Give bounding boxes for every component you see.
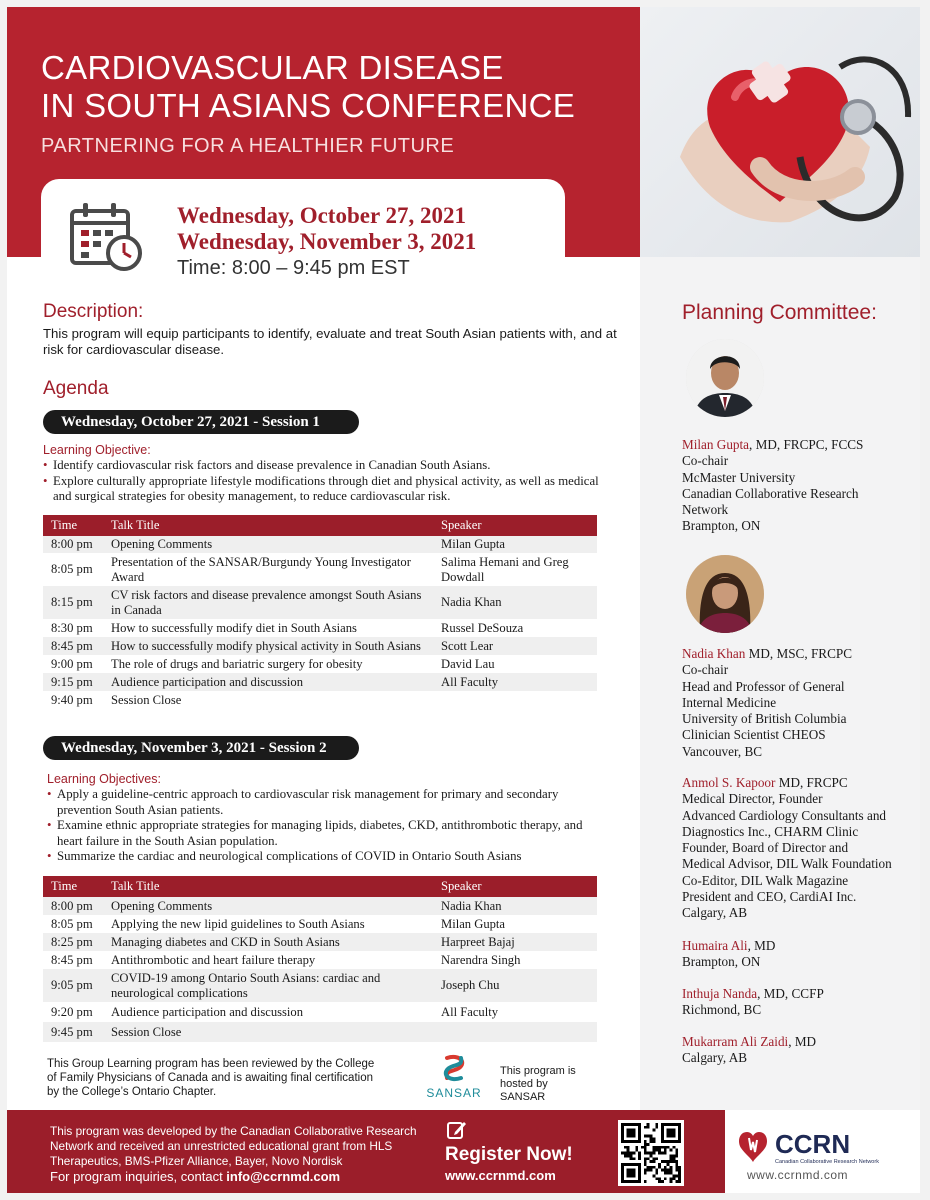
member-line: Co-chair [682, 453, 729, 469]
member-credentials: MD, FRCPC [775, 775, 848, 790]
cell-speaker: All Faculty [441, 674, 499, 689]
cell-title: Managing diabetes and CKD in South Asians [111, 934, 340, 949]
inquiries-prefix: For program inquiries, contact [50, 1169, 227, 1184]
objective-item: • Identify cardiovascular risk factors and disease prevalence in Canadian South Asians. [43, 458, 603, 474]
inquiries-line [50, 1169, 430, 1184]
accreditation-text: This Group Learning program has been reviewed by the College of Family Physicians of Canada and is awaiting final certification by the College’s Ontario Chapter. [47, 1058, 375, 1098]
table-row [43, 655, 597, 673]
objective-item: • Apply a guideline-centric approach to cardiovascular risk management for primary and secondary prevention South Asian patients. [47, 787, 607, 818]
cell-speaker: David Lau [441, 656, 495, 671]
ccrn-logo-text: CCRN [775, 1129, 851, 1159]
cell-time: 8:05 pm [51, 916, 93, 931]
cell-title: The role of drugs and bariatric surgery for obesity [111, 656, 363, 671]
member-line: Diagnostics Inc., CHARM Clinic [682, 823, 859, 839]
member-name: Nadia Khan [682, 646, 746, 661]
cell-time: 8:15 pm [51, 595, 93, 609]
cell-speaker: Milan Gupta [441, 916, 506, 931]
cell-speaker: Milan Gupta [441, 537, 506, 551]
cell-time: 8:00 pm [51, 537, 93, 551]
member-line: President and CEO, CardiAI Inc. [682, 889, 857, 905]
register-url-link[interactable]: www.ccrnmd.com [445, 1168, 556, 1183]
table-row [43, 951, 597, 969]
cell-time: 9:45 pm [51, 1024, 93, 1039]
table-row [43, 553, 597, 586]
qr-code[interactable] [618, 1120, 684, 1186]
member-line: University of British Columbia [682, 711, 847, 727]
member-credentials: , MD [788, 1034, 817, 1049]
member-line: McMaster University [682, 469, 796, 485]
cell-title: Antithrombotic and heart failure therapy [111, 952, 316, 967]
member-line: Richmond, BC [682, 1002, 762, 1018]
cell-title: Session Close [111, 1024, 182, 1039]
member-line: Advanced Cardiology Consultants and [682, 807, 887, 823]
member-credentials: , MD [747, 938, 776, 953]
ccrn-logo-subtitle: Canadian Collaborative Research Network [775, 1159, 879, 1165]
cell-time: 9:40 pm [51, 692, 93, 707]
cell-speaker: Harpreet Bajaj [441, 934, 515, 949]
cell-time: 8:45 pm [51, 638, 93, 653]
member-line: Head and Professor of General [682, 678, 845, 694]
footer [7, 1110, 920, 1193]
inquiries-email-link[interactable]: info@ccrnmd.com [226, 1169, 341, 1184]
calendar-clock-icon [69, 201, 143, 273]
cell-title: How to successfully modify physical activity in South Asians [111, 638, 421, 653]
cell-title: Opening Comments [111, 898, 213, 913]
cell-speaker: Salima Hemani and Greg Dowdall [441, 554, 569, 584]
member-name: Anmol S. Kapoor [682, 775, 776, 790]
member-line: Calgary, AB [682, 905, 748, 921]
table-row [43, 586, 597, 619]
agenda-heading: Agenda [43, 378, 109, 399]
member-name: Inthuja Nanda [682, 986, 758, 1001]
cell-speaker: Joseph Chu [441, 978, 500, 992]
committee-member [682, 646, 852, 760]
table-header-row [43, 515, 597, 536]
session-2-table [43, 876, 597, 1042]
member-name: Humaira Ali [682, 938, 748, 953]
cell-time: 8:45 pm [51, 952, 93, 967]
cell-title: How to successfully modify diet in South Asians [111, 620, 357, 635]
member-credentials: , MD, FRCPC, FCCS [749, 437, 864, 452]
cell-speaker [433, 1022, 597, 1042]
member-line: Medical Director, Founder [682, 791, 823, 807]
title-line-1: CARDIOVASCULAR DISEASE [41, 49, 504, 86]
cell-title: COVID-19 among Ontario South Asians: cardiac and neurological complications [111, 970, 381, 1000]
cell-time: 8:30 pm [51, 620, 93, 635]
table-header-row [43, 876, 597, 897]
event-date-2: Wednesday, November 3, 2021 [177, 229, 477, 254]
event-date-1: Wednesday, October 27, 2021 [177, 203, 467, 228]
table-row [43, 915, 597, 933]
committee-member [682, 938, 775, 971]
cell-speaker: Nadia Khan [441, 898, 502, 913]
footer-text-block [50, 1124, 430, 1184]
description-heading: Description: [43, 301, 144, 322]
avatar-nadia-khan [686, 555, 764, 633]
member-name: Milan Gupta [682, 437, 750, 452]
conference-title [41, 49, 575, 125]
hosted-by-text: This program is hosted by SANSAR [500, 1065, 576, 1103]
cell-title: Audience participation and discussion [111, 674, 304, 689]
avatar-milan-gupta [686, 339, 764, 417]
objective-item: • Examine ethnic appropriate strategies for managing lipids, diabetes, CKD, antithrombotic therapy, and heart failure in the South Asian population. [47, 818, 607, 849]
ccrn-url-link[interactable]: www.ccrnmd.com [747, 1168, 849, 1182]
member-credentials: , MD, CCFP [757, 986, 824, 1001]
member-line: Vancouver, BC [682, 743, 763, 759]
conference-subtitle: PARTNERING FOR A HEALTHIER FUTURE [41, 135, 455, 157]
table-row [43, 933, 597, 951]
member-line: Founder, Board of Director and [682, 840, 849, 856]
date-box [41, 179, 565, 287]
session-1-objectives [43, 458, 603, 505]
session-2-objective-heading: Learning Objectives: [47, 772, 161, 786]
table-row [43, 691, 597, 709]
cell-speaker: Scott Lear [441, 638, 494, 653]
member-line: Co-chair [682, 662, 729, 678]
cell-time: 9:00 pm [51, 656, 93, 671]
table-row [43, 1022, 597, 1042]
table-row [43, 969, 597, 1002]
table-row [43, 1002, 597, 1022]
planning-committee-heading: Planning Committee: [682, 301, 877, 324]
flyer [7, 7, 920, 1193]
cell-title: Opening Comments [111, 537, 213, 551]
table-row [43, 673, 597, 691]
sansar-logo [417, 1052, 491, 1100]
header-banner [7, 7, 640, 279]
committee-member [682, 775, 892, 922]
objective-item: • Explore culturally appropriate lifestyle modifications through diet and physical activity, as well as medical and surgical strategies for obesity management, to reduce cardiovascular risk. [43, 474, 603, 505]
planning-committee-panel [640, 257, 920, 1110]
member-line: Calgary, AB [682, 1050, 748, 1066]
cell-title: Presentation of the SANSAR/Burgundy Young Investigator Award [111, 554, 411, 584]
objective-item: • Summarize the cardiac and neurological complications of COVID in Ontario South Asians [47, 849, 607, 865]
committee-member [682, 437, 863, 535]
col-header-time: Time [43, 515, 103, 536]
footer-grant-text: This program was developed by the Canadian Collaborative Research Network and received an unrestricted educational grant from HLS Therapeutics, BMS-Pfizer Alliance, Bayer, Novo Nordisk [50, 1124, 417, 1168]
cell-title: Audience participation and discussion [111, 1004, 304, 1019]
session-1-label: Wednesday, October 27, 2021 - Session 1 [43, 410, 359, 434]
session-1-table [43, 515, 597, 709]
member-line: Canadian Collaborative Research [682, 485, 859, 501]
col-header-title: Talk Title [103, 515, 433, 536]
title-line-2: IN SOUTH ASIANS CONFERENCE [41, 87, 576, 124]
member-line: Co-Editor, DIL Walk Magazine [682, 872, 849, 888]
committee-member [682, 986, 824, 1019]
table-row [43, 536, 597, 553]
heart-stethoscope-image [640, 7, 920, 257]
col-header-speaker: Speaker [433, 515, 597, 536]
description-text: This program will equip participants to identify, evaluate and treat South Asian patients with, and at risk for cardiovascular disease. [43, 326, 617, 357]
cell-speaker: Russel DeSouza [441, 620, 524, 635]
register-now-button[interactable]: Register Now! [445, 1144, 573, 1165]
cell-title: CV risk factors and disease prevalence amongst South Asians in Canada [111, 587, 422, 617]
cell-speaker: Nadia Khan [441, 595, 502, 609]
committee-member [682, 1034, 816, 1067]
sansar-logo-text: SANSAR [426, 1086, 482, 1100]
cell-time: 9:20 pm [51, 1004, 93, 1019]
cell-time: 9:05 pm [51, 978, 93, 992]
session-2-objectives [47, 787, 607, 865]
session-2-label: Wednesday, November 3, 2021 - Session 2 [43, 736, 359, 760]
table-row [43, 897, 597, 915]
member-line: Internal Medicine [682, 694, 777, 710]
event-time: Time: 8:00 – 9:45 pm EST [177, 257, 410, 279]
table-row [43, 637, 597, 655]
col-header-time: Time [43, 876, 103, 897]
col-header-speaker: Speaker [433, 876, 597, 897]
ccrn-logo-box [725, 1110, 920, 1193]
ccrn-logo [735, 1126, 915, 1166]
member-line: Brampton, ON [682, 954, 761, 970]
cell-time: 9:15 pm [51, 674, 93, 689]
member-line: Brampton, ON [682, 518, 761, 534]
cell-time: 8:05 pm [51, 562, 93, 576]
cell-time: 8:25 pm [51, 934, 93, 949]
edit-icon [447, 1120, 467, 1140]
member-line: Medical Advisor, DIL Walk Foundation [682, 856, 892, 872]
cell-speaker: Narendra Singh [441, 952, 521, 967]
cell-title: Session Close [111, 692, 182, 707]
member-line: Network [682, 502, 729, 518]
col-header-title: Talk Title [103, 876, 433, 897]
table-row [43, 619, 597, 637]
member-name: Mukarram Ali Zaidi [682, 1034, 789, 1049]
cell-speaker: All Faculty [441, 1004, 499, 1019]
cell-time: 8:00 pm [51, 898, 93, 913]
member-credentials: MD, MSC, FRCPC [745, 646, 853, 661]
cell-title: Applying the new lipid guidelines to South Asians [111, 916, 365, 931]
session-1-objective-heading: Learning Objective: [43, 443, 151, 457]
cell-speaker [433, 691, 597, 709]
member-line: Clinician Scientist CHEOS [682, 727, 826, 743]
